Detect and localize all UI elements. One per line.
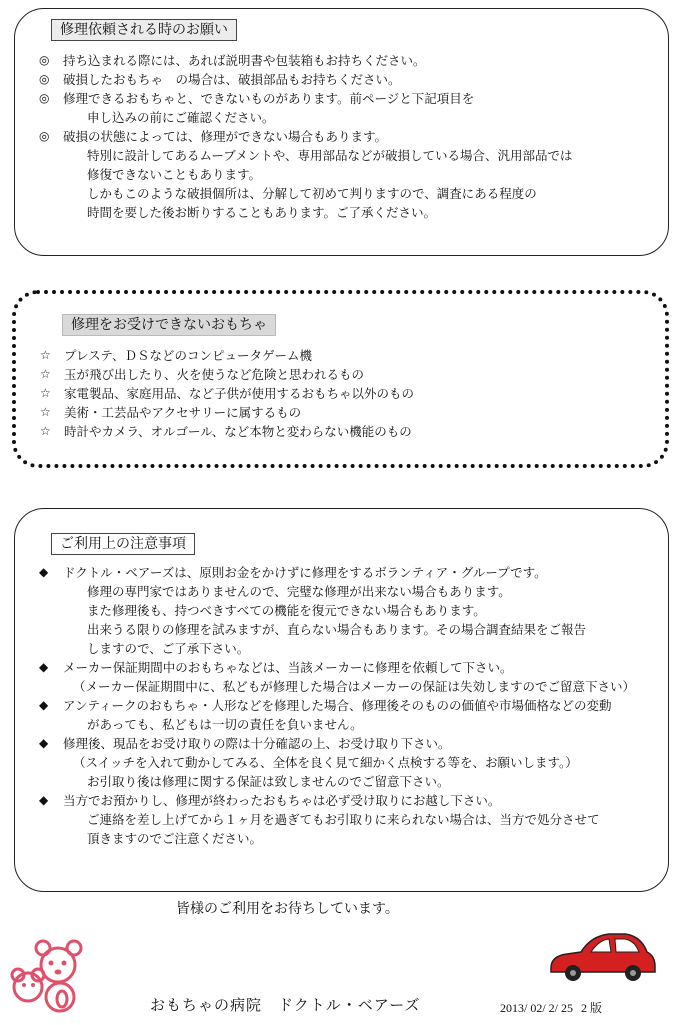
- bullet-mark: ◆: [39, 698, 49, 712]
- bullet-mark: [39, 677, 63, 696]
- list-item-text: 当方でお預かりし、修理が終わったおもちゃは必ず受け取りにお越し下さい。: [63, 793, 501, 808]
- unrepairable-toys-section: [12, 290, 669, 468]
- edition-text: 2 版: [581, 1001, 603, 1015]
- repair-request-section: [14, 8, 669, 256]
- bullet-mark: [39, 184, 63, 203]
- list-item: [39, 165, 660, 184]
- list-item: [39, 89, 660, 108]
- list-item-text: 破損したおもちゃ の場合は、破損部品もお持ちください。: [63, 72, 401, 87]
- bullet-mark: ◎: [39, 91, 50, 105]
- list-item: [39, 696, 660, 715]
- bullet-mark: [39, 165, 63, 184]
- list-item-text: また修理後も、持つべきすべての機能を復元できない場合もあります。: [87, 603, 486, 618]
- list-item: [40, 365, 657, 384]
- bullet-mark: ◆: [39, 565, 49, 579]
- list-item: [39, 563, 660, 582]
- bullet-mark: [39, 582, 63, 601]
- list-item-text: ドクトル・ベアーズは、原則お金をかけずに修理をするボランティア・グループです。: [63, 565, 547, 580]
- list-item: [39, 658, 660, 677]
- section-title: 修理依頼される時のお願い: [51, 19, 237, 41]
- bullet-mark: [39, 753, 63, 772]
- bullet-mark: ☆: [40, 424, 51, 438]
- list-item: [39, 829, 660, 848]
- request-list: [39, 51, 660, 222]
- list-item: [40, 384, 657, 403]
- list-item-text: 特別に設計してあるムーブメントや、専用部品などが破損している場合、汎用部品では: [87, 148, 573, 163]
- list-item: [39, 184, 660, 203]
- list-item-text: 頂きますのでご注意ください。: [87, 831, 263, 846]
- list-item-text: しかもこのような破損個所は、分解して初めて判りますので、調査にある程度の: [87, 186, 537, 201]
- list-item-text: 修理の専門家ではありませんので、完璧な修理が出来ない場合もあります。: [87, 584, 511, 599]
- bullet-mark: [39, 772, 63, 791]
- red-car-icon: [547, 928, 659, 986]
- unrepairable-list: [40, 346, 657, 441]
- bullet-mark: [39, 639, 63, 658]
- list-item-text: しますので、ご了承下さい。: [87, 641, 250, 656]
- list-item-text: 玉が飛び出したり、火を使うなど危険と思われるもの: [64, 367, 365, 382]
- list-item: [39, 203, 660, 222]
- list-item-text: 修復できないこともあります。: [87, 167, 262, 182]
- bullet-mark: ◎: [39, 53, 50, 67]
- list-item-text: 申し込みの前にご確認ください。: [87, 110, 275, 125]
- hospital-name: おもちゃの病院 ドクトル・ベアーズ: [150, 996, 421, 1014]
- list-item: [39, 753, 660, 772]
- bullet-mark: [39, 146, 63, 165]
- list-item-text: 美術・工芸品やアクセサリーに属するもの: [64, 405, 302, 420]
- list-item: [39, 620, 660, 639]
- list-item-text: 持ち込まれる際には、あれば説明書や包装箱もお持ちください。: [63, 53, 426, 68]
- section-title: 修理をお受けできないおもちゃ: [62, 314, 276, 336]
- list-item: [39, 108, 660, 127]
- list-item-text: 修理後、現品をお受け取りの際は十分確認の上、お受け取り下さい。: [63, 736, 451, 751]
- list-item: [39, 70, 660, 89]
- bullet-mark: [39, 203, 63, 222]
- list-item-text: 時計やカメラ、オルゴール、など本物と変わらない機能のもの: [64, 424, 412, 439]
- usage-notes-section: [14, 508, 669, 892]
- list-item: [39, 791, 660, 810]
- list-item: [39, 639, 660, 658]
- list-item: [39, 51, 660, 70]
- list-item-text: （メーカー保証期間中に、私どもが修理した場合はメーカーの保証は失効しますのでご留意下さい）: [73, 679, 636, 694]
- bullet-mark: ◆: [39, 793, 49, 807]
- bullet-mark: [39, 829, 63, 848]
- list-item-text: （スイッチを入れて動かしてみる、全体を良く見て細かく点検する等を、お願いします。）: [73, 755, 578, 770]
- date-text: 2013/ 02/ 2/ 25: [500, 1001, 574, 1015]
- bullet-mark: [39, 108, 63, 127]
- bullet-mark: ◎: [39, 129, 50, 143]
- section-title: ご利用上の注意事項: [51, 533, 195, 555]
- bear-logo-icon: [6, 935, 92, 1015]
- list-item-text: があっても、私どもは一切の責任を負いません。: [87, 717, 363, 732]
- list-item: [39, 715, 660, 734]
- bullet-mark: [39, 715, 63, 734]
- list-item-text: プレステ、ＤＳなどのコンピュータゲーム機: [64, 348, 313, 363]
- list-item: [39, 601, 660, 620]
- list-item: [39, 772, 660, 791]
- list-item-text: 時間を要した後お断りすることもあります。ご了承ください。: [87, 205, 437, 220]
- bullet-mark: ☆: [40, 386, 51, 400]
- list-item-text: お引取り後は修理に関する保証は致しませんのでご留意下さい。: [87, 774, 450, 789]
- list-item: [39, 734, 660, 753]
- notes-list: [39, 563, 660, 848]
- bullet-mark: ◆: [39, 736, 49, 750]
- list-item: [39, 677, 660, 696]
- bullet-mark: ☆: [40, 405, 51, 419]
- list-item: [39, 146, 660, 165]
- bullet-mark: ◆: [39, 660, 49, 674]
- bullet-mark: ◎: [39, 72, 50, 86]
- list-item: [39, 582, 660, 601]
- bullet-mark: [39, 620, 63, 639]
- list-item-text: アンティークのおもちゃ・人形などを修理した場合、修理後そのものの価値や市場価格などの変動: [63, 698, 612, 713]
- list-item: [40, 346, 657, 365]
- bullet-mark: [39, 810, 63, 829]
- version-info: [500, 999, 602, 1016]
- list-item: [39, 810, 660, 829]
- bullet-mark: ☆: [40, 348, 51, 362]
- list-item-text: 家電製品、家庭用品、など子供が使用するおもちゃ以外のもの: [64, 386, 415, 401]
- list-item: [39, 127, 660, 146]
- list-item: [40, 422, 657, 441]
- bullet-mark: ☆: [40, 367, 51, 381]
- list-item-text: ご連絡を差し上げてから１ヶ月を過ぎてもお引取りに来られない場合は、当方で処分させて: [87, 812, 600, 827]
- closing-message: 皆様のご利用をお待ちしています。: [176, 901, 399, 917]
- list-item: [40, 403, 657, 422]
- list-item-text: メーカー保証期間中のおもちゃなどは、当該メーカーに修理を依頼して下さい。: [63, 660, 513, 675]
- bullet-mark: [39, 601, 63, 620]
- list-item-text: 出来うる限りの修理を試みますが、直らない場合もあります。その場合調査結果をご報告: [87, 622, 587, 637]
- list-item-text: 破損の状態によっては、修理ができない場合もあります。: [63, 129, 388, 144]
- list-item-text: 修理できるおもちゃと、できないものがあります。前ページと下記項目を: [63, 91, 475, 106]
